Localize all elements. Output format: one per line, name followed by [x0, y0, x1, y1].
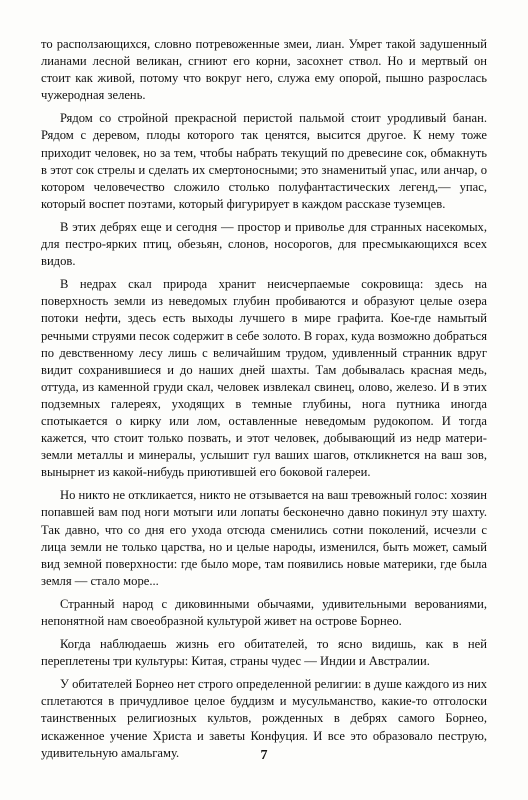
paragraph-7: Когда наблюдаешь жизнь его обитателей, то ясно видишь, как в ней переплетены три культуры: Китая, страны чудес — Индии и Австралии. [41, 637, 487, 669]
paragraph-8: У обитателей Борнео нет строго определенной религии: в душе каждого из них сплетаются в причудливое целое буддизм и мусульманство, какие-то отголоски таинственных религиозных культов, рожденных в дебрях самого Борнео, искаженное учение Христа и заветы Конфуция. И все это образовало пеструю, удивительную амальгаму. [41, 677, 487, 760]
paragraph-1: то расползающихся, словно потревоженные змеи, лиан. Умрет такой задушенный лианами лесной великан, сгниют его корни, засохнет ствол. Но и мертвый он стоит как живой, потому что вокруг него, служа ему опорой, пышно разрослась чужеродная зелень. [41, 37, 487, 103]
paragraph-2: Рядом со стройной прекрасной перистой пальмой стоит уродливый банан. Рядом с деревом, плоды которого так ценятся, высится другое. К нему тоже приходит человек, но за тем, чтобы набрать текущий по древесине сок, обмакнуть в этот сок стрелы и сделать их смертоносными; это знаменитый упас, или анчар, о котором человечество сложило столько полуфантастических легенд,— упас, который воспет поэтами, который фигурирует в каждом рассказе туземцев. [41, 111, 487, 211]
page-number: 7 [260, 748, 268, 763]
body-text [41, 36, 487, 768]
paragraph-4: В недрах скал природа хранит неисчерпаемые сокровища: здесь на поверхность земли из неведомых глубин пробиваются и образуют целые озера потоки нефти, здесь есть выходы лучшего в мире графита. Кое-где намытый речными струями песок содержит в себе золото. В горах, куда возможно добраться по девственному лесу лишь с величайшим трудом, удивленный странник вдруг видит сохранившиеся и до наших дней шахты. Там добывалась красная медь, оттуда, из каменной груди скал, человек извлекал свинец, олово, железо. И в этих подземных галереях, уходящих в темные глубины, нога путника иногда спотыкается о кирку или лом, оставленные неведомым рудокопом. И тогда кажется, что стоит только позвать, и этот человек, добывающий из недр матери-земли металлы и минералы, услышит гул ваших шагов, откликнется на ваш зов, вынырнет из какой-нибудь приютившей его боковой галереи. [41, 277, 487, 480]
paragraph-6: Странный народ с диковинными обычаями, удивительными верованиями, непонятной нам своеобразной культурой живет на острове Борнео. [41, 596, 487, 628]
paragraph-5: Но никто не откликается, никто не отзывается на ваш тревожный голос: хозяин попавшей вам под ноги мотыги или лопаты бесконечно давно покинул эту шахту. Так давно, что со дня его ухода отсюда сменились сотни поколений, исчезли с лица земли не только царства, но и целые народы, изменился, быть может, самый вид земной поверхности: где было море, там появились новые материки, где была земля — стало море... [41, 488, 487, 588]
paragraph-3: В этих дебрях еще и сегодня — простор и приволье для странных насекомых, для пестро-ярких птиц, обезьян, слонов, носорогов, для пресмыкающихся всех видов. [41, 219, 487, 269]
